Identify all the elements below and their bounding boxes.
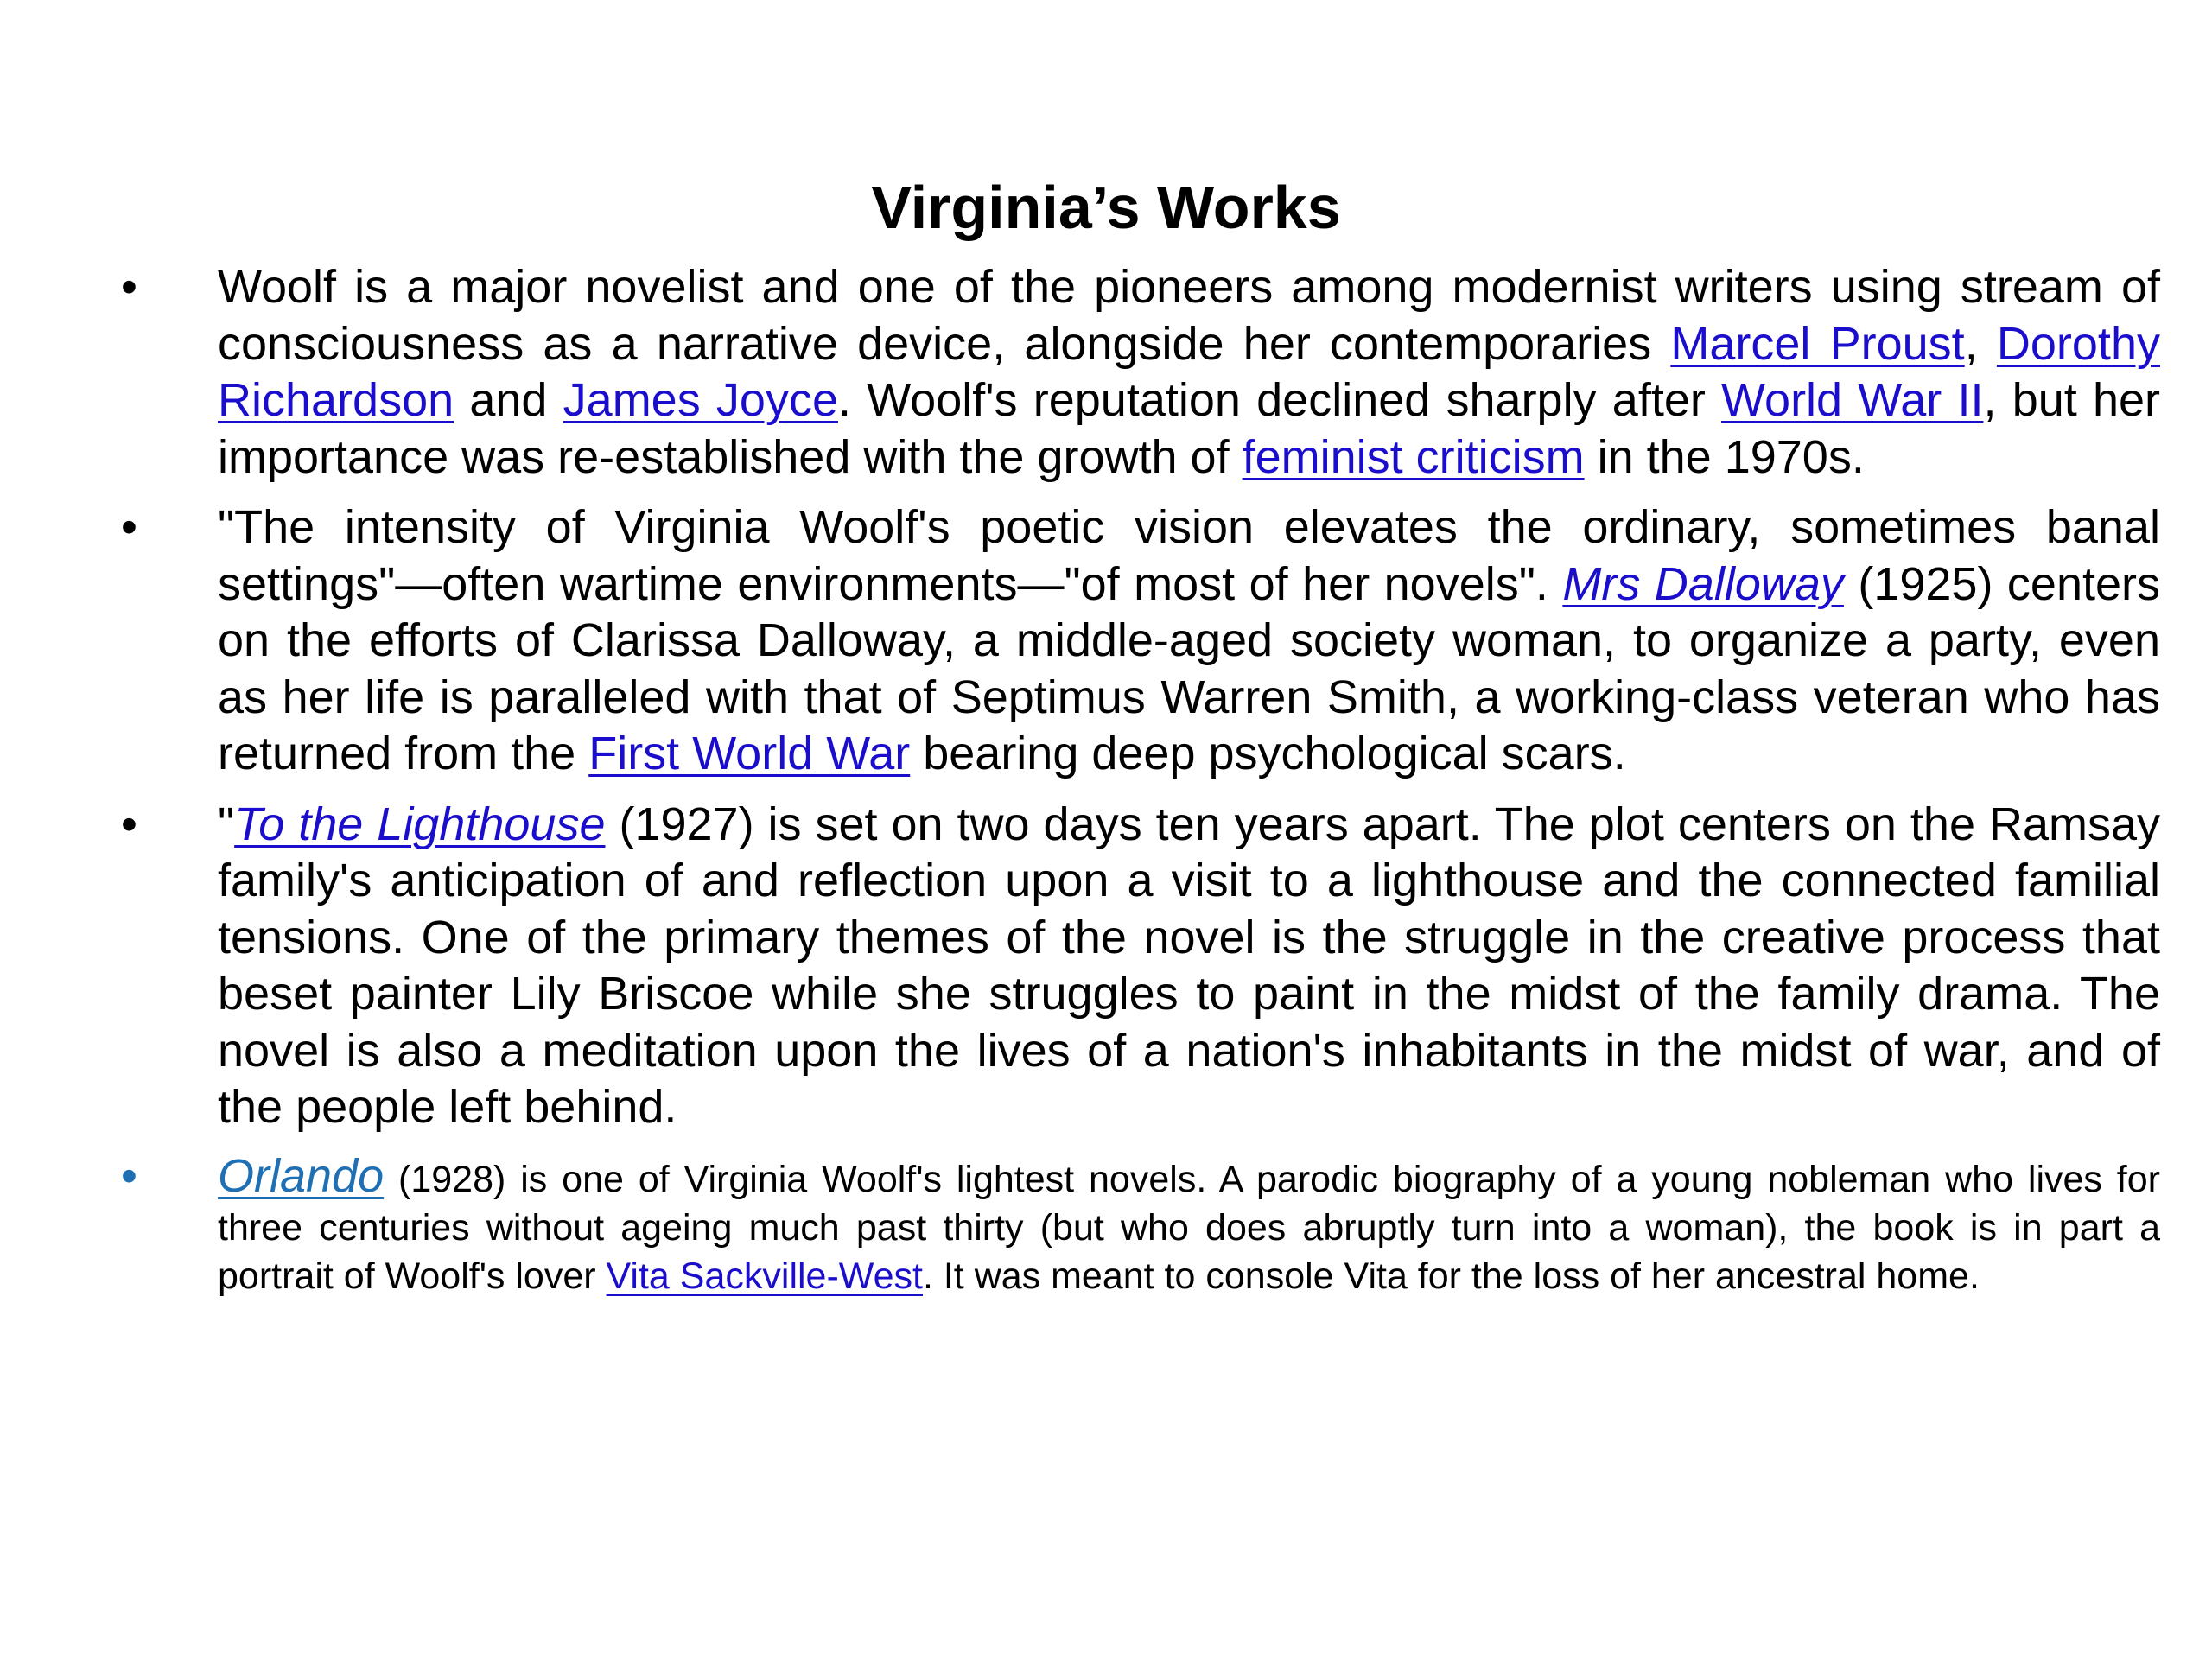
item-text: (1925) centers on the efforts of Clarissa Dalloway, a middle-aged society woman, to organize a party, even as her life is paralleled with that of Septimus Warren Smith, a working-class veteran who has returned from the (218, 557, 2160, 779)
bullet-icon: • (121, 1149, 137, 1202)
link-to-the-lighthouse[interactable]: To the Lighthouse (234, 798, 606, 850)
item-text: and (454, 374, 563, 426)
item-text: Woolf is a major novelist and one of the pioneers among modernist writers using stream of consciousness as a narrative device, alongside her contemporaries (218, 261, 2160, 370)
item-text: (1928) is one of Virginia Woolf's lightest novels. A parodic biography of a young nobleman who lives for three centuries without ageing much past thirty (but who does abruptly turn into a woman), the book is in part a portrait of Woolf's lover (218, 1158, 2160, 1297)
item-text: "The intensity of Virginia Woolf's poetic vision elevates the ordinary, sometimes banal settings"—often wartime environments—"of most of her novels". (218, 501, 2160, 610)
bullet-icon: • (121, 798, 137, 850)
link-mrs-dalloway[interactable]: Mrs Dalloway (1562, 557, 1844, 610)
bullet-icon: • (121, 501, 137, 553)
link-james-joyce[interactable]: James Joyce (563, 374, 838, 426)
link-vita-sackville-west[interactable]: Vita Sackville-West (606, 1255, 923, 1297)
link-marcel-proust[interactable]: Marcel Proust (1670, 317, 1965, 370)
bullet-item-woolf-modernist (121, 259, 2160, 486)
bullet-item-orlando (121, 1150, 2160, 1300)
item-text: , (1964, 317, 1997, 370)
slide-title: Virginia’s Works (871, 174, 1341, 241)
bullet-list (121, 259, 2160, 1300)
item-text: (1927) is set on two days ten years apart. The plot centers on the Ramsay family's anticipation of and reflection upon a visit to a lighthouse and the connected familial tensions. One of the primary themes of the novel is the struggle in the creative process that beset painter Lily Briscoe while she struggles to paint in the midst of the family drama. The novel is also a meditation upon the lives of a nation's inhabitants in the midst of war, and of the people left behind. (218, 798, 2160, 1133)
item-text: " (218, 798, 235, 850)
bullet-item-mrs-dalloway (121, 499, 2160, 783)
item-text: , but her importance was re-established with the growth of (218, 374, 2161, 483)
item-text: bearing deep psychological scars. (910, 728, 1626, 779)
item-text: . It was meant to console Vita for the loss of her ancestral home. (922, 1255, 1980, 1297)
link-feminist-criticism[interactable]: feminist criticism (1242, 430, 1585, 483)
bullet-item-to-the-lighthouse (121, 797, 2160, 1136)
link-first-world-war[interactable]: First World War (588, 728, 911, 779)
link-orlando[interactable]: Orlando (218, 1149, 385, 1202)
link-dorothy-richardson[interactable]: Dorothy Richardson (218, 317, 2160, 426)
link-world-war-ii[interactable]: World War II (1721, 374, 1984, 426)
bullet-icon: • (121, 261, 137, 313)
item-text: in the 1970s. (1584, 430, 1865, 483)
item-text: . Woolf's reputation declined sharply after (837, 374, 1722, 426)
